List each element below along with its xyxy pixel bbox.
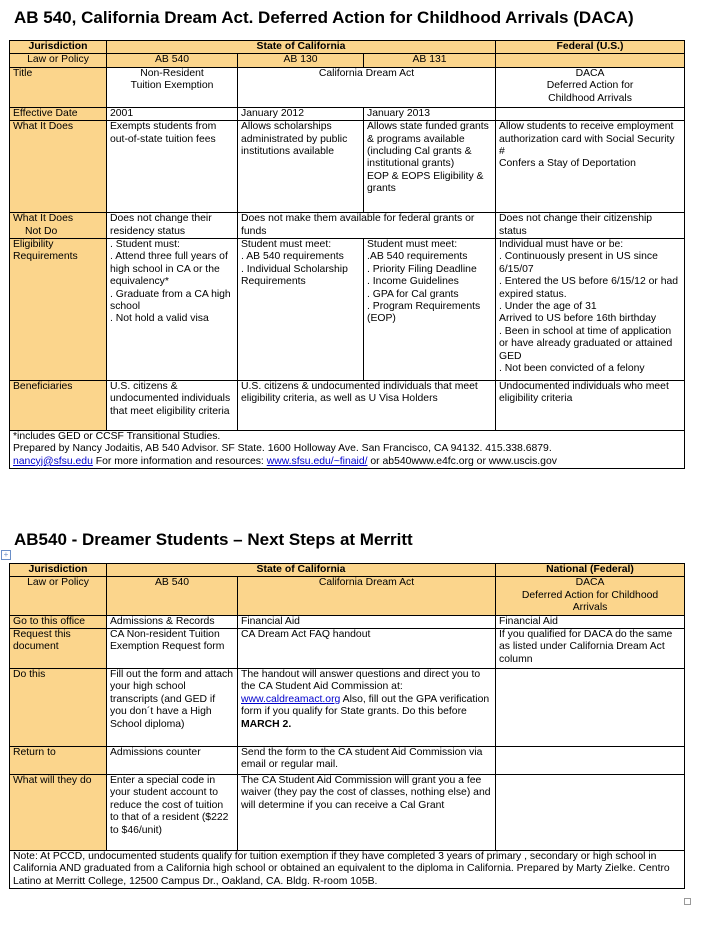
deadline-text: MARCH 2.	[241, 718, 292, 730]
do-this-text: The handout will answer questions and direct you to the CA Student Aid Commission at:	[241, 669, 481, 693]
ab540-title-line: Tuition Exemption	[130, 80, 214, 92]
cadream-request: CA Dream Act FAQ handout	[238, 629, 496, 669]
return-row	[10, 747, 685, 775]
daca-will-do	[496, 775, 685, 851]
title-row	[10, 67, 685, 107]
daca-title-line: Childhood Arrivals	[548, 92, 632, 104]
note-row	[10, 851, 685, 889]
document-title-merritt: AB540 - Dreamer Students – Next Steps at Merritt	[14, 530, 413, 549]
law-label: Law or Policy	[10, 54, 107, 67]
footnote-cell	[10, 431, 685, 469]
ab130-eligibility-item: Student must meet:	[241, 239, 332, 251]
document-title-daca: AB 540, California Dream Act. Deferred Action for Childhood Arrivals (DACA)	[14, 8, 634, 27]
ab540-office: Admissions & Records	[107, 615, 238, 628]
cadream-office: Financial Aid	[238, 615, 496, 628]
will-do-row	[10, 775, 685, 851]
date-label: Effective Date	[10, 107, 107, 120]
ab540-label: AB 540	[107, 577, 238, 615]
daca-title-line: DACA	[575, 67, 605, 79]
not-do-row	[10, 213, 685, 239]
ab131-does	[364, 121, 496, 213]
end-of-cell-mark	[684, 898, 691, 905]
not-do-label-line: What It Does	[13, 213, 74, 225]
ab540-eligibility-item: . Attend three full years of high school in CA or the equivalency*	[110, 251, 228, 288]
ab131-label: AB 131	[364, 54, 496, 67]
state-header: State of California	[107, 564, 496, 577]
ab540-request: CA Non-resident Tuition Exemption Request form	[107, 629, 238, 669]
daca-comparison-table	[9, 40, 685, 469]
ab131-does-line: EOP & EOPS Eligibility & grants	[367, 170, 484, 195]
merritt-steps-table	[9, 563, 685, 889]
ab130-label: AB 130	[238, 54, 364, 67]
federal-header: National (Federal)	[496, 564, 685, 577]
footnote-row	[10, 431, 685, 469]
ab540-date: 2001	[107, 107, 238, 120]
ab131-eligibility-item: . Program Requirements (EOP)	[367, 301, 481, 325]
caldreamact-link[interactable]: www.caldreamact.org	[241, 693, 341, 705]
ab131-eligibility-item: . Priority Filing Deadline	[367, 263, 477, 275]
do-this-label: Do this	[10, 669, 107, 747]
law-row	[10, 54, 685, 67]
law-row	[10, 577, 685, 615]
daca-eligibility-item: . Entered the US before 6/15/12 or had expired status.	[499, 276, 679, 300]
ab131-date: January 2013	[364, 107, 496, 120]
federal-header: Federal (U.S.)	[496, 41, 685, 54]
state-not-do: Does not make them available for federal grants or funds	[238, 213, 496, 239]
ab540-will-do: Enter a special code in your student account to reduce the cost of tuition to that of a resident ($222 to $46/unit)	[107, 775, 238, 851]
beneficiaries-label: Beneficiaries	[10, 381, 107, 431]
request-label: Request this document	[10, 629, 107, 669]
ab540-label: AB 540	[107, 54, 238, 67]
footnote-line: *includes GED or CCSF Transitional Studies.	[13, 431, 221, 443]
ab130-eligibility-item: . AB 540 requirements	[241, 251, 344, 263]
ab131-eligibility	[364, 239, 496, 381]
ab131-eligibility-item: .AB 540 requirements	[367, 251, 468, 263]
ab130-date: January 2012	[238, 107, 364, 120]
footnote-text: For more information and resources:	[92, 455, 267, 467]
eligibility-row	[10, 239, 685, 381]
daca-eligibility-item: . Under the age of 31	[499, 301, 597, 313]
return-label: Return to	[10, 747, 107, 775]
request-row	[10, 629, 685, 669]
header-row	[10, 41, 685, 54]
daca-eligibility-item: Individual must have or be:	[499, 239, 624, 251]
table-move-handle-icon[interactable]: +	[1, 550, 11, 560]
not-do-label	[10, 213, 107, 239]
ab130-does: Allows scholarships administrated by public institutions available	[238, 121, 364, 213]
ab540-does: Exempts students from out-of-state tuition fees	[107, 121, 238, 213]
will-do-label: What will they do	[10, 775, 107, 851]
email-link[interactable]: nancyj@sfsu.edu	[13, 455, 93, 467]
daca-beneficiaries: Undocumented individuals who meet eligibility criteria	[496, 381, 685, 431]
office-row	[10, 615, 685, 628]
not-do-label-line: Not Do	[25, 225, 58, 237]
eligibility-label-line: Eligibility	[13, 239, 54, 251]
daca-label-line: DACA	[575, 577, 605, 589]
jurisdiction-header: Jurisdiction	[10, 564, 107, 577]
daca-does-line: Allow students to receive employment authorization card with Social Security #	[499, 121, 675, 158]
do-this-row	[10, 669, 685, 747]
law-label: Law or Policy	[10, 577, 107, 615]
daca-eligibility	[496, 239, 685, 381]
daca-eligibility-item: . Not been convicted of a felony	[499, 363, 645, 375]
ab540-title	[107, 67, 238, 107]
daca-title	[496, 67, 685, 107]
does-label: What It Does	[10, 121, 107, 213]
daca-not-do: Does not change their citizenship status	[496, 213, 685, 239]
footnote-line	[13, 456, 681, 468]
footnote-text: or ab540www.e4fc.org or www.uscis.gov	[367, 455, 557, 467]
ab131-eligibility-item: . GPA for Cal grants	[367, 288, 459, 300]
ab540-do-this: Fill out the form and attach your high school transcripts (and GED if you don´t have a High School diploma)	[107, 669, 238, 747]
title-label: Title	[10, 67, 107, 107]
daca-office: Financial Aid	[496, 615, 685, 628]
ab130-eligibility-item: . Individual Scholarship Requirements	[241, 263, 348, 288]
beneficiaries-row	[10, 381, 685, 431]
daca-do-this	[496, 669, 685, 747]
ab540-eligibility-item: . Graduate from a CA high school	[110, 288, 231, 313]
eligibility-label-line: Requirements	[13, 251, 78, 263]
ab131-eligibility-item: . Income Guidelines	[367, 276, 459, 288]
daca-label	[496, 577, 685, 615]
header-row	[10, 564, 685, 577]
daca-does	[496, 121, 685, 213]
daca-eligibility-item: Arrived to US before 16th birthday	[499, 313, 657, 325]
ab540-eligibility	[107, 239, 238, 381]
do-this-text: Also, fill out the GPA verification form if you qualify for State grants. Do this before	[241, 693, 490, 718]
daca-eligibility-item: . Been in school at time of application or have already graduated or attained GED	[499, 325, 673, 362]
eligibility-label	[10, 239, 107, 381]
daca-return	[496, 747, 685, 775]
note-cell: Note: At PCCD, undocumented students qualify for tuition exemption if they have completed 3 years of primary , secondary or high school in California AND graduated from a California high school or obtained an equivalent to the diploma in California. Prepared by Marty Zielke. Centro Latino at Merritt College, 12500 Campus Dr., Oakland, CA. Bldg. R-room 105B.	[10, 851, 685, 889]
ab130-eligibility	[238, 239, 364, 381]
cadream-do-this	[238, 669, 496, 747]
finaid-link[interactable]: www.sfsu.edu/~finaid/	[266, 455, 368, 467]
cadream-label: California Dream Act	[238, 577, 496, 615]
footnote-line: Prepared by Nancy Jodaitis, AB 540 Advisor. SF State. 1600 Holloway Ave. San Francisco, CA 94132. 415.338.6879.	[13, 443, 552, 455]
does-row	[10, 121, 685, 213]
daca-label-line: Arrivals	[572, 602, 608, 614]
ab540-eligibility-item: . Not hold a valid visa	[110, 313, 209, 325]
cadream-title: California Dream Act	[238, 67, 496, 107]
daca-label-line: Deferred Action for Childhood	[521, 589, 659, 601]
ab540-title-line: Non-Resident	[140, 67, 204, 79]
state-header: State of California	[107, 41, 496, 54]
daca-does-line: Confers a Stay of Deportation	[499, 158, 636, 170]
office-label: Go to this office	[10, 615, 107, 628]
ab540-return: Admissions counter	[107, 747, 238, 775]
daca-eligibility-item: . Continuously present in US since 6/15/07	[499, 251, 658, 275]
ab131-eligibility-item: Student must meet:	[367, 239, 458, 251]
state-beneficiaries: U.S. citizens & undocumented individuals that meet eligibility criteria, as well as U Visa Holders	[238, 381, 496, 431]
daca-title-line: Deferred Action for	[546, 80, 634, 92]
ab540-eligibility-item: . Student must:	[110, 239, 180, 251]
jurisdiction-header: Jurisdiction	[10, 41, 107, 54]
date-row	[10, 107, 685, 120]
ab540-not-do: Does not change their residency status	[107, 213, 238, 239]
ab131-does-line: Allows state funded grants & programs available (including Cal grants & institutional grants)	[367, 121, 489, 170]
cadream-return: Send the form to the CA student Aid Commission via email or regular mail.	[238, 747, 496, 775]
daca-request: If you qualified for DACA do the same as listed under California Dream Act column	[496, 629, 685, 669]
ab540-beneficiaries: U.S. citizens & undocumented individuals that meet eligibility criteria	[107, 381, 238, 431]
daca-date	[496, 107, 685, 120]
cadream-will-do: The CA Student Aid Commission will grant you a fee waiver (they pay the cost of classes, nothing else) and will determine if you can receive a Cal Grant	[238, 775, 496, 851]
federal-law-cell	[496, 54, 685, 67]
